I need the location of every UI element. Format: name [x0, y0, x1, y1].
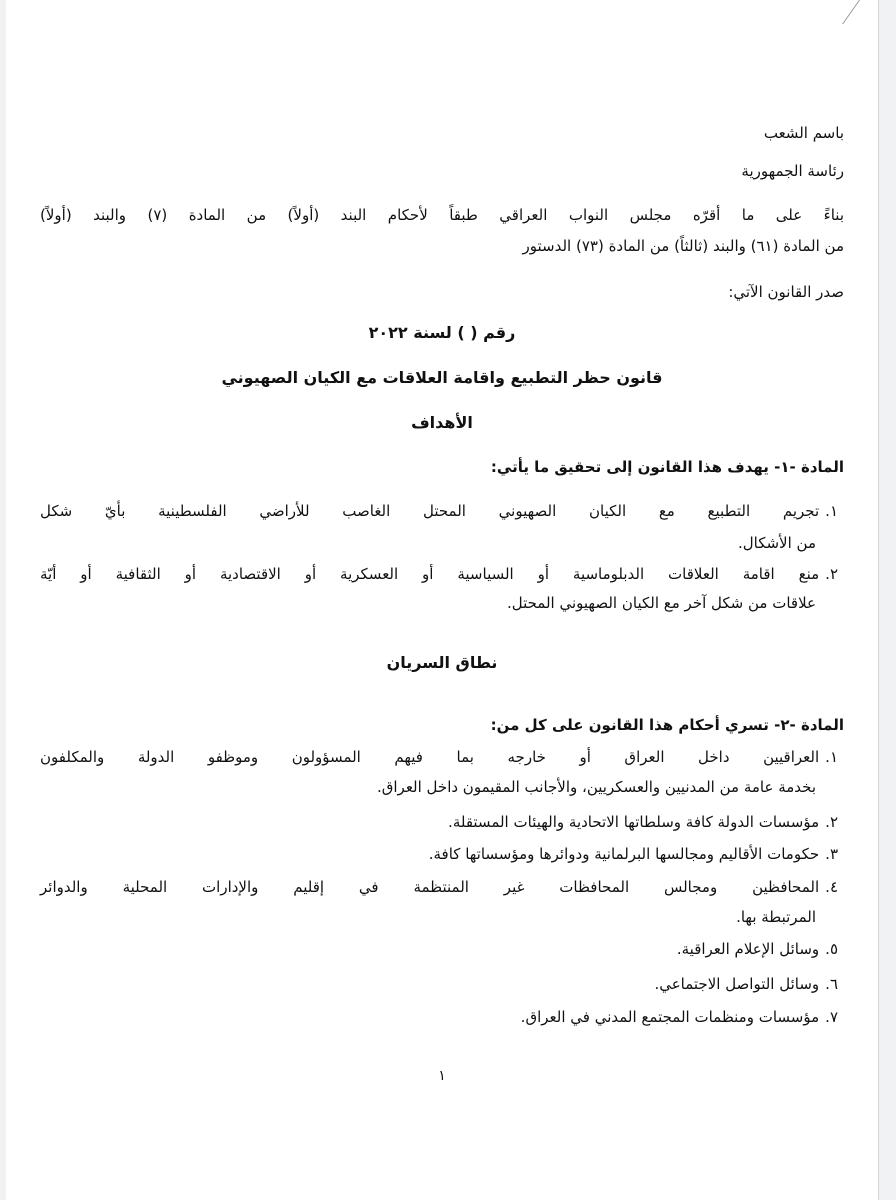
item-number: ٤. — [825, 878, 838, 896]
law-title: قانون حظر التطبيع واقامة العلاقات مع الكيان الصهيوني — [221, 368, 663, 387]
article-2-item — [40, 1006, 838, 1028]
article-2-item — [40, 938, 838, 960]
law-number: رقم ( ) لسنة ٢٠٢٢ — [368, 323, 516, 342]
item-number: ٦. — [825, 975, 838, 993]
item-text: مؤسسات الدولة كافة وسلطاتها الاتحادية والهيئات المستقلة. — [448, 813, 820, 831]
item-text: العراقيين داخل العراق أو خارجه بما فيهم المسؤولون وموظفو الدولة والمكلفون — [40, 748, 820, 766]
item-text-continued: بخدمة عامة من المدنيين والعسكريين، والأجانب المقيمون داخل العراق. — [376, 778, 816, 796]
item-text-continued: علاقات من شكل آخر مع الكيان الصهيوني المحتل. — [506, 594, 816, 612]
section-heading-objectives: الأهداف — [411, 413, 473, 432]
issued-statement: صدر القانون الآتي: — [728, 283, 844, 301]
header-presidency: رئاسة الجمهورية — [741, 162, 844, 180]
page-number: ١ — [438, 1068, 446, 1084]
item-number: ٥. — [825, 940, 838, 958]
item-text: مؤسسات ومنظمات المجتمع المدني في العراق. — [520, 1008, 820, 1026]
preamble-line-2: من المادة (٦١) والبند (ثالثاً) من المادة (٧٣) الدستور — [522, 237, 844, 255]
section-heading-scope: نطاق السريان — [386, 653, 498, 672]
item-number: ٢. — [825, 813, 838, 831]
item-number: ١. — [825, 748, 838, 766]
item-number: ٢. — [825, 565, 838, 583]
article-2-item — [40, 973, 838, 995]
article-2-item — [40, 843, 838, 865]
item-text: وسائل الإعلام العراقية. — [676, 940, 820, 958]
item-text: منع اقامة العلاقات الدبلوماسية أو السياسية أو العسكرية أو الاقتصادية أو الثقافية أو أيّة — [40, 565, 820, 583]
document-page — [6, 0, 879, 1200]
item-text: وسائل التواصل الاجتماعي. — [654, 975, 820, 993]
header-in-the-name: باسم الشعب — [763, 124, 844, 142]
item-number: ٣. — [825, 845, 838, 863]
item-text-continued: من الأشكال. — [737, 534, 816, 552]
article-2: المادة -٢- تسري أحكام هذا القانون على كل من: — [490, 716, 844, 734]
item-text-continued: المرتبطة بها. — [736, 908, 816, 926]
article-2-item — [40, 811, 838, 833]
item-number: ٧. — [825, 1008, 838, 1026]
item-number: ١. — [825, 502, 838, 520]
item-text: المحافظين ومجالس المحافظات غير المنتظمة في إقليم والإدارات المحلية والدوائر — [40, 878, 820, 896]
item-text: حكومات الأقاليم ومجالسها البرلمانية ودوائرها ومؤسساتها كافة. — [428, 845, 820, 863]
page-fold-mark — [842, 0, 878, 24]
preamble-line-1: بناءً على ما أقرّه مجلس النواب العراقي طبقاً لأحكام البند (أولاً) من المادة (٧) والبند (أولاً) — [40, 206, 844, 224]
article-1: المادة -١- يهدف هذا القانون إلى تحقيق ما يأتي: — [490, 458, 844, 476]
item-text: تجريم التطبيع مع الكيان الصهيوني المحتل الغاصب للأراضي الفلسطينية بأيّ شكل — [40, 502, 820, 520]
